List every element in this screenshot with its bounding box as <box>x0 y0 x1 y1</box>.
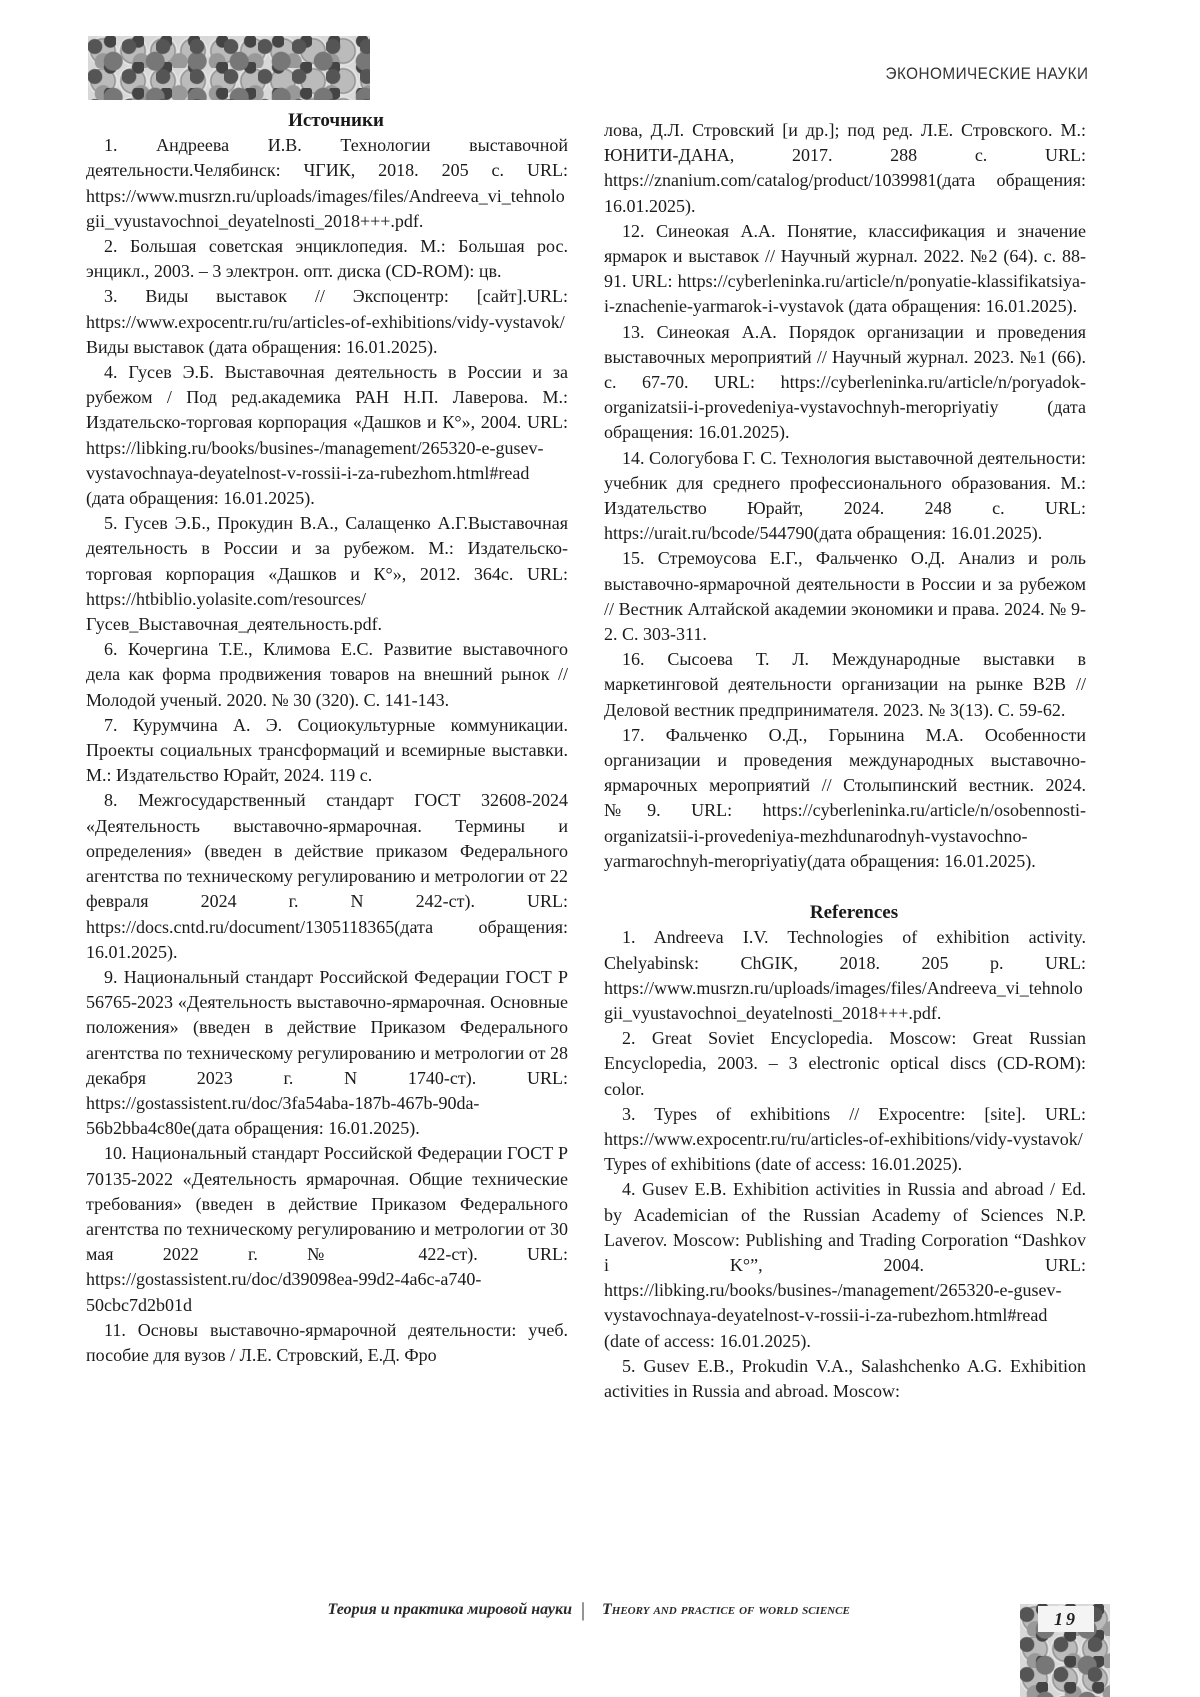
journal-title-ru: Теория и практика мировой науки <box>327 1601 572 1618</box>
english-reference-entry: 3. Types of exhibitions // Expocentre: [site]. URL: https://www.expocentr.ru/ru/articles-of-exhibitions/vidy-vystavok/ Types of exhibitions (date of access: 16.01.2025). <box>604 1103 1086 1175</box>
reference-entry: 7. Курумчина А. Э. Социокультурные коммуникации. Проекты социальных трансформаций и всемирные выставки. М.: Издательство Юрайт, 2024. 119 с. <box>86 714 568 786</box>
english-reference-entry: 1. Andreeva I.V. Technologies of exhibition activity. Chelyabinsk: ChGIK, 2018. 205 p. URL: https://www.musrzn.ru/uploads/images/files/Andreeva_vi_tehnologii_vyustavochnoi_deyatelnosti_2018+++.pdf. <box>604 927 1086 1023</box>
reference-entry: 10. Национальный стандарт Российской Федерации ГОСТ Р 70135-2022 «Деятельность ярмарочная. Общие технические требования» (введен в действие Приказом Федерального агентства по техническому регулированию и метрологии от 30 мая 2022 г. № 422-ст). URL: https://gostassistent.ru/doc/d39098ea-99d2-4a6c-a740-50cbc7d2b01d <box>86 1143 568 1315</box>
reference-entry: 11. Основы выставочно-ярмарочной деятельности: учеб. пособие для вузов / Л.Е. Стровский, Е.Д. Фро <box>86 1319 568 1365</box>
left-column <box>86 108 568 1368</box>
reference-entry: 15. Стремоусова Е.Г., Фальченко О.Д. Анализ и роль выставочно-ярмарочной деятельности в России и за рубежом // Вестник Алтайской академии экономики и права. 2024. № 9-2. С. 303-311. <box>604 548 1086 645</box>
reference-entry: 6. Кочергина Т.Е., Климова Е.С. Развитие выставочного дела как форма продвижения товаров на внешний рынок // Молодой ученый. 2020. № 30 (320). С. 141-143. <box>86 639 568 710</box>
page-number: 19 <box>1038 1606 1094 1632</box>
journal-title-en: Theory and practice of world science <box>602 1601 850 1618</box>
reference-entry: 16. Сысоева Т. Л. Международные выставки в маркетинговой деятельности организации на рынке B2B // Деловой вестник предпринимателя. 2023. № 3(13). С. 59-62. <box>604 649 1086 720</box>
reference-entry: 3. Виды выставок // Экспоцентр: [сайт].URL: https://www.expocentr.ru/ru/articles-of-exhibitions/vidy-vystavok/ Виды выставок (дата обращения: 16.01.2025). <box>86 286 568 357</box>
reference-entry: 9. Национальный стандарт Российской Федерации ГОСТ Р 56765-2023 «Деятельность выставочно-ярмарочная. Основные положения» (введен в действие Приказом Федерального агентства по техническому регулированию и метрологии от 28 декабря 2023 г. N 1740-ст). URL: https://gostassistent.ru/doc/3fa54aba-187b-467b-90da-56b2bba4c80e(дата обращения: 16.01.2025). <box>86 966 568 1139</box>
footer-separator: | <box>581 1599 586 1621</box>
reference-entry: 5. Гусев Э.Б., Прокудин В.А., Салащенко А.Г.Выставочная деятельность в России и за рубежом. М.: Издательско-торговая корпорация «Дашков и К°», 2012. 364с. URL: https://htbiblio.yolasite.com/resources/Гусев_Выставочная_деятельность.pdf. <box>86 513 568 635</box>
sources-heading: Источники <box>288 110 384 131</box>
reference-entry: 12. Синеокая А.А. Понятие, классификация и значение ярмарок и выставок // Научный журнал. 2022. №2 (64). с. 88-91. URL: https://cyberleninka.ru/article/n/ponyatie-klassifikatsiya-i-znachenie-yarmarok-i-vystavok (дата обращения: 16.01.2025). <box>604 220 1086 317</box>
reference-entry: 8. Межгосударственный стандарт ГОСТ 32608-2024 «Деятельность выставочно-ярмарочная. Термины и определения» (введен в действие приказом Федерального агентства по техническому регулированию и метрологии от 22 февраля 2024 г. N 242-ст). URL: https://docs.cntd.ru/document/1305118365(дата обращения: 16.01.2025). <box>86 790 568 962</box>
right-column <box>604 118 1086 1404</box>
reference-entry: 17. Фальченко О.Д., Горынина М.А. Особенности организации и проведения международных выставочно-ярмарочных мероприятий // Столыпинский вестник. 2024. №9. URL: https://cyberleninka.ru/article/n/osobennosti-organizatsii-i-provedeniya-mezhdunarodnyh-vystavochno-yarmarochnyh-meropriyatiy(дата обращения: 16.01.2025). <box>604 724 1086 871</box>
english-reference-entry: 5. Gusev E.B., Prokudin V.A., Salashchenko A.G. Exhibition activities in Russia and abroad. Moscow: <box>604 1355 1086 1401</box>
reference-entry-continuation: лова, Д.Л. Стровский [и др.]; под ред. Л.Е. Стровского. М.: ЮНИТИ-ДАНА, 2017. 288 с. URL: https://znanium.com/catalog/product/1039981(дата обращения: 16.01.2025). <box>604 120 1086 216</box>
header-decorative-pattern <box>88 36 370 100</box>
reference-entry: 4. Гусев Э.Б. Выставочная деятельность в России и за рубежом / Под ред.академика РАН Н.П. Лаверова. М.: Издательско-торговая корпорация «Дашков и К°», 2004. URL: https://libking.ru/books/busines-/management/265320-e-gusev-vystavochnaya-deyatelnost-v-rossii-i-za-rubezhom.html#read (дата обращения: 16.01.2025). <box>86 362 568 509</box>
english-reference-entry: 4. Gusev E.B. Exhibition activities in Russia and abroad / Ed. by Academician of the Russian Academy of Sciences N.P. Laverov. Moscow: Publishing and Trading Corporation “Dashkov i K°”, 2004. URL: https://libking.ru/books/busines-/management/265320-e-gusev-vystavochnaya-deyatelnost-v-rossii-i-za-rubezhom.html#read (date of access: 16.01.2025). <box>604 1179 1086 1351</box>
reference-entry: 14. Сологубова Г. С. Технология выставочной деятельности: учебник для среднего профессионального образования. М.: Издательство Юрайт, 2024. 248 с. URL: https://urait.ru/bcode/544790(дата обращения: 16.01.2025). <box>604 447 1086 544</box>
reference-entry: 13. Синеокая А.А. Порядок организации и проведения выставочных мероприятий // Научный журнал. 2023. №1 (66). с. 67-70. URL: https://cyberleninka.ru/article/n/poryadok-organizatsii-i-provedeniya-vystavochnyh-meropriyatiy (дата обращения: 16.01.2025). <box>604 321 1086 443</box>
reference-entry: 2. Большая советская энциклопедия. М.: Большая рос. энцикл., 2003. – 3 электрон. опт. диска (CD-ROM): цв. <box>86 236 568 282</box>
references-heading: References <box>809 902 899 924</box>
section-title: ЭКОНОМИЧЕСКИЕ НАУКИ <box>885 64 1088 83</box>
reference-entry: 1. Андреева И.В. Технологии выставочной деятельности.Челябинск: ЧГИК, 2018. 205 с. URL: https://www.musrzn.ru/uploads/images/files/Andreeva_vi_tehnologii_vyustavochnoi_deyatelnosti_2018+++.pdf. <box>86 135 568 231</box>
english-reference-entry: 2. Great Soviet Encyclopedia. Moscow: Great Russian Encyclopedia, 2003. – 3 electronic optical discs (CD-ROM): color. <box>604 1028 1086 1099</box>
